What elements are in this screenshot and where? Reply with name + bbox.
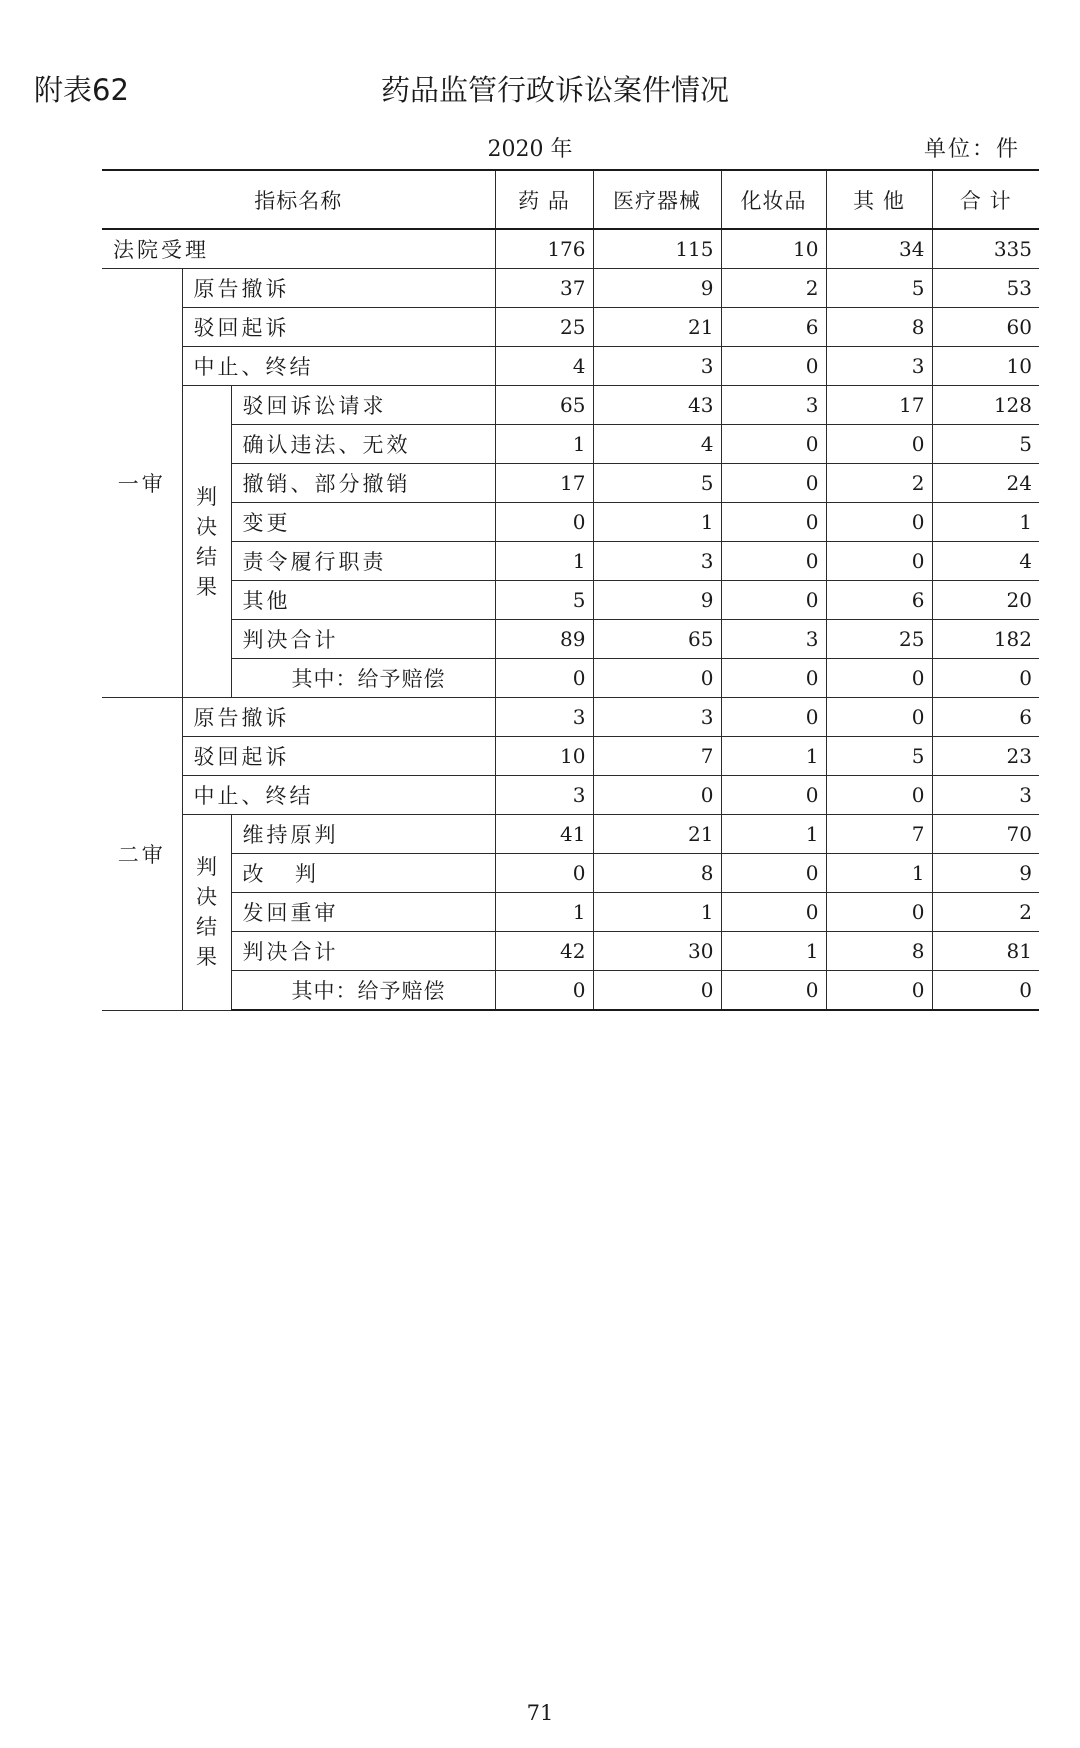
row-label: 判决合计 <box>231 932 495 971</box>
vertical-char: 决 <box>196 885 217 910</box>
lawsuit-stats-table <box>102 169 1039 1011</box>
cell-other: 8 <box>826 932 932 971</box>
row-label: 驳回起诉 <box>182 737 495 776</box>
cell-device: 0 <box>593 971 721 1011</box>
cell-drug: 3 <box>495 776 593 815</box>
col-header-indicator: 指标名称 <box>102 170 495 229</box>
cell-device: 8 <box>593 854 721 893</box>
table-row <box>102 308 1039 347</box>
cell-drug: 0 <box>495 971 593 1011</box>
cell-other: 8 <box>826 308 932 347</box>
row-label: 撤销、部分撤销 <box>231 464 495 503</box>
row-label: 判决合计 <box>231 620 495 659</box>
row-label: 原告撤诉 <box>182 269 495 308</box>
cell-drug: 65 <box>495 386 593 425</box>
table-row <box>102 932 1039 971</box>
cell-total: 70 <box>932 815 1039 854</box>
group-first-instance: 一审 <box>102 269 182 698</box>
cell-total: 81 <box>932 932 1039 971</box>
vertical-char: 判 <box>196 484 217 509</box>
cell-cosmetic: 6 <box>721 308 826 347</box>
cell-total: 5 <box>932 425 1039 464</box>
cell-total: 20 <box>932 581 1039 620</box>
col-header-drug: 药 品 <box>495 170 593 229</box>
cell-cosmetic: 0 <box>721 503 826 542</box>
cell-cosmetic: 10 <box>721 229 826 269</box>
cell-total: 3 <box>932 776 1039 815</box>
table-row <box>102 347 1039 386</box>
cell-other: 7 <box>826 815 932 854</box>
cell-device: 21 <box>593 815 721 854</box>
cell-drug: 37 <box>495 269 593 308</box>
cell-device: 3 <box>593 347 721 386</box>
cell-total: 9 <box>932 854 1039 893</box>
row-label: 法院受理 <box>102 229 495 269</box>
cell-other: 3 <box>826 347 932 386</box>
cell-device: 115 <box>593 229 721 269</box>
cell-drug: 0 <box>495 503 593 542</box>
cell-device: 5 <box>593 464 721 503</box>
table-row <box>102 386 1039 425</box>
cell-other: 0 <box>826 776 932 815</box>
cell-cosmetic: 3 <box>721 620 826 659</box>
table-row <box>102 893 1039 932</box>
table-row <box>102 971 1039 1011</box>
year-label: 2020 年 <box>487 137 573 162</box>
cell-cosmetic: 0 <box>721 776 826 815</box>
cell-cosmetic: 0 <box>721 971 826 1011</box>
cell-cosmetic: 0 <box>721 893 826 932</box>
cell-drug: 4 <box>495 347 593 386</box>
cell-drug: 10 <box>495 737 593 776</box>
cell-other: 0 <box>826 698 932 737</box>
cell-total: 53 <box>932 269 1039 308</box>
table-row <box>102 269 1039 308</box>
unit-label: 单位：件 <box>923 137 1020 162</box>
group-judgment-result <box>182 386 231 698</box>
group-second-instance: 二审 <box>102 698 182 1011</box>
cell-total: 60 <box>932 308 1039 347</box>
cell-other: 25 <box>826 620 932 659</box>
cell-device: 7 <box>593 737 721 776</box>
row-label: 确认违法、无效 <box>231 425 495 464</box>
cell-device: 65 <box>593 620 721 659</box>
table-row <box>102 503 1039 542</box>
row-label: 驳回诉讼请求 <box>231 386 495 425</box>
row-label: 中止、终结 <box>182 347 495 386</box>
cell-device: 4 <box>593 425 721 464</box>
cell-drug: 5 <box>495 581 593 620</box>
cell-device: 1 <box>593 893 721 932</box>
cell-cosmetic: 0 <box>721 347 826 386</box>
cell-other: 1 <box>826 854 932 893</box>
vertical-char: 判 <box>196 855 217 880</box>
cell-total: 2 <box>932 893 1039 932</box>
cell-total: 128 <box>932 386 1039 425</box>
cell-other: 0 <box>826 503 932 542</box>
cell-drug: 41 <box>495 815 593 854</box>
vertical-char: 果 <box>196 945 217 970</box>
row-label: 发回重审 <box>231 893 495 932</box>
table-title: 药品监管行政诉讼案件情况 <box>380 73 729 107</box>
vertical-char: 果 <box>196 574 217 599</box>
cell-total: 182 <box>932 620 1039 659</box>
cell-other: 0 <box>826 971 932 1011</box>
row-label: 变更 <box>231 503 495 542</box>
cell-other: 0 <box>826 659 932 698</box>
cell-other: 0 <box>826 542 932 581</box>
table-row <box>102 581 1039 620</box>
cell-cosmetic: 2 <box>721 269 826 308</box>
col-header-other: 其 他 <box>826 170 932 229</box>
cell-cosmetic: 3 <box>721 386 826 425</box>
cell-device: 21 <box>593 308 721 347</box>
cell-drug: 3 <box>495 698 593 737</box>
cell-other: 0 <box>826 893 932 932</box>
cell-drug: 25 <box>495 308 593 347</box>
table-row <box>102 542 1039 581</box>
table-row <box>102 815 1039 854</box>
row-label: 责令履行职责 <box>231 542 495 581</box>
cell-other: 5 <box>826 269 932 308</box>
cell-drug: 42 <box>495 932 593 971</box>
header-row <box>102 170 1039 229</box>
cell-cosmetic: 0 <box>721 464 826 503</box>
col-header-cosmetic: 化妆品 <box>721 170 826 229</box>
group-judgment-result <box>182 815 231 1011</box>
row-label: 维持原判 <box>231 815 495 854</box>
table-row <box>102 854 1039 893</box>
cell-total: 0 <box>932 971 1039 1011</box>
cell-total: 24 <box>932 464 1039 503</box>
table-row <box>102 659 1039 698</box>
cell-drug: 0 <box>495 659 593 698</box>
row-label: 其中：给予赔偿 <box>231 971 495 1011</box>
vertical-char: 决 <box>196 514 217 539</box>
cell-cosmetic: 1 <box>721 737 826 776</box>
row-label: 原告撤诉 <box>182 698 495 737</box>
cell-total: 4 <box>932 542 1039 581</box>
cell-device: 0 <box>593 776 721 815</box>
row-label: 改 判 <box>231 854 495 893</box>
cell-device: 3 <box>593 542 721 581</box>
cell-device: 43 <box>593 386 721 425</box>
cell-drug: 1 <box>495 425 593 464</box>
cell-other: 17 <box>826 386 932 425</box>
table-row <box>102 737 1039 776</box>
page-number: 71 <box>526 1701 554 1725</box>
cell-drug: 1 <box>495 542 593 581</box>
cell-drug: 89 <box>495 620 593 659</box>
vertical-char: 结 <box>196 544 217 569</box>
cell-other: 6 <box>826 581 932 620</box>
row-label: 其他 <box>231 581 495 620</box>
cell-device: 9 <box>593 581 721 620</box>
table-row <box>102 425 1039 464</box>
cell-device: 3 <box>593 698 721 737</box>
col-header-total: 合 计 <box>932 170 1039 229</box>
cell-device: 9 <box>593 269 721 308</box>
cell-other: 2 <box>826 464 932 503</box>
cell-cosmetic: 1 <box>721 932 826 971</box>
col-header-device: 医疗器械 <box>593 170 721 229</box>
cell-total: 6 <box>932 698 1039 737</box>
cell-other: 34 <box>826 229 932 269</box>
table-row <box>102 464 1039 503</box>
table-row <box>102 620 1039 659</box>
row-label: 驳回起诉 <box>182 308 495 347</box>
cell-other: 0 <box>826 425 932 464</box>
cell-total: 1 <box>932 503 1039 542</box>
cell-total: 335 <box>932 229 1039 269</box>
cell-device: 0 <box>593 659 721 698</box>
cell-total: 0 <box>932 659 1039 698</box>
cell-device: 30 <box>593 932 721 971</box>
cell-drug: 1 <box>495 893 593 932</box>
row-label: 其中：给予赔偿 <box>231 659 495 698</box>
row-label: 中止、终结 <box>182 776 495 815</box>
cell-cosmetic: 0 <box>721 542 826 581</box>
cell-other: 5 <box>826 737 932 776</box>
cell-device: 1 <box>593 503 721 542</box>
cell-total: 23 <box>932 737 1039 776</box>
cell-cosmetic: 0 <box>721 854 826 893</box>
table-row <box>102 229 1039 269</box>
cell-cosmetic: 1 <box>721 815 826 854</box>
cell-total: 10 <box>932 347 1039 386</box>
table-row <box>102 698 1039 737</box>
cell-cosmetic: 0 <box>721 659 826 698</box>
cell-drug: 17 <box>495 464 593 503</box>
cell-drug: 176 <box>495 229 593 269</box>
vertical-char: 结 <box>196 915 217 940</box>
cell-cosmetic: 0 <box>721 581 826 620</box>
cell-cosmetic: 0 <box>721 698 826 737</box>
table-row <box>102 776 1039 815</box>
annex-label: 附表62 <box>34 73 129 107</box>
cell-drug: 0 <box>495 854 593 893</box>
cell-cosmetic: 0 <box>721 425 826 464</box>
